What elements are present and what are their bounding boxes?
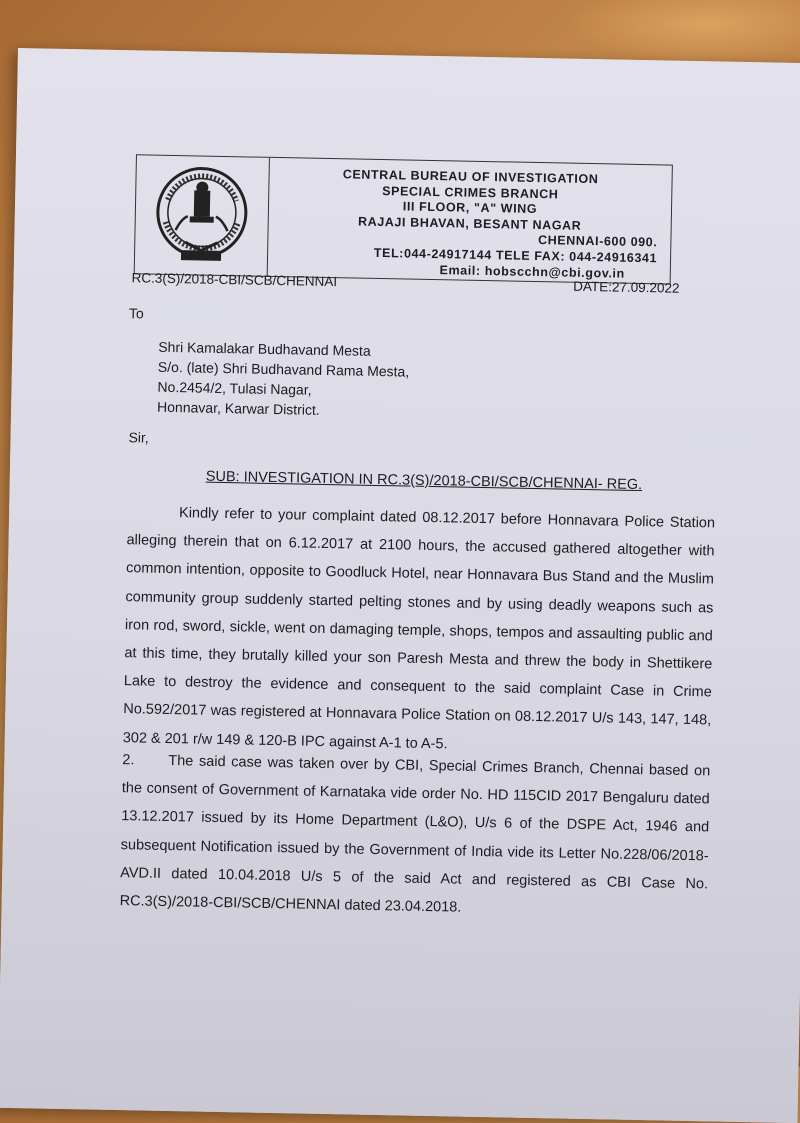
paragraph-2	[119, 746, 710, 926]
cbi-emblem	[135, 155, 270, 276]
subject-line: SUB: INVESTIGATION IN RC.3(S)/2018-CBI/SCB/CHENNAI- REG.	[205, 468, 643, 494]
letterhead	[134, 154, 673, 284]
background-stain	[560, 0, 800, 60]
salutation: Sir,	[128, 429, 149, 446]
city-line: CHENNAI-600 090.	[537, 233, 658, 250]
org-name: CENTRAL BUREAU OF INVESTIGATION	[342, 167, 599, 187]
paragraph-number: 2.	[122, 752, 135, 769]
letter-date: DATE:27.09.2022	[573, 278, 680, 296]
contact-line: TEL:044-24917144 TELE FAX: 044-24916341	[373, 245, 658, 266]
letterhead-text	[275, 166, 665, 283]
letter-page	[0, 48, 800, 1123]
address-line: Honnavar, Karwar District.	[156, 398, 320, 418]
paragraph-1: Kindly refer to your complaint dated 08.12.2017 before Honnavara Police Station alleging therein that on 6.12.2017 at 2100 hours, the accused gathered altogether with common intention, opposite to Goodluck Hotel, near Honnavara Bus Stand and the Muslim community group suddenly started pelting stones and by using deadly weapons such as iron rod, sword, sickle, went on damaging temple, shops, tempos and assaulting public and at this time, they brutally killed your son Paresh Mesta and threw the body in Shettikere Lake to destroy the evidence and consequent to the said complaint Case in Crime No.592/2017 was registered at Honnavara Police Station on 08.12.2017 U/s 143, 147, 148, 302 & 201 r/w 149 & 120-B IPC against A-1 to A-5.	[122, 505, 716, 752]
reference-number: RC.3(S)/2018-CBI/SCB/CHENNAI	[131, 270, 338, 290]
branch-name: SPECIAL CRIMES BRANCH	[382, 183, 559, 201]
cbi-seal-icon	[145, 159, 259, 271]
to-label: To	[128, 305, 144, 322]
paragraph-2-text: The said case was taken over by CBI, Special Crimes Branch, Chennai based on the consent of Government of Karnataka vide order No. HD 115CID 2017 Bengaluru dated 13.12.2017 issued by its Home Department (L&O), U/s 6 of the DSPE Act, 1946 and subsequent Notification issued by the Government of India vide its Letter No.228/06/2018-AVD.II dated 10.04.2018 U/s 5 of the said Act and registered as CBI Case No. RC.3(S)/2018-CBI/SCB/CHENNAI dated 23.04.2018.	[119, 753, 711, 916]
email-line: Email: hobscchn@cbi.gov.in	[439, 262, 625, 281]
address-line: S/o. (late) Shri Budhavand Rama Mesta,	[157, 358, 410, 380]
address-line: No.2454/2, Tulasi Nagar,	[157, 378, 312, 398]
floor-line: III FLOOR, "A" WING	[402, 199, 538, 217]
recipient-address	[157, 337, 410, 422]
building-line: RAJAJI BHAVAN, BESANT NAGAR	[357, 214, 582, 233]
address-line: Shri Kamalakar Budhavand Mesta	[158, 338, 371, 359]
